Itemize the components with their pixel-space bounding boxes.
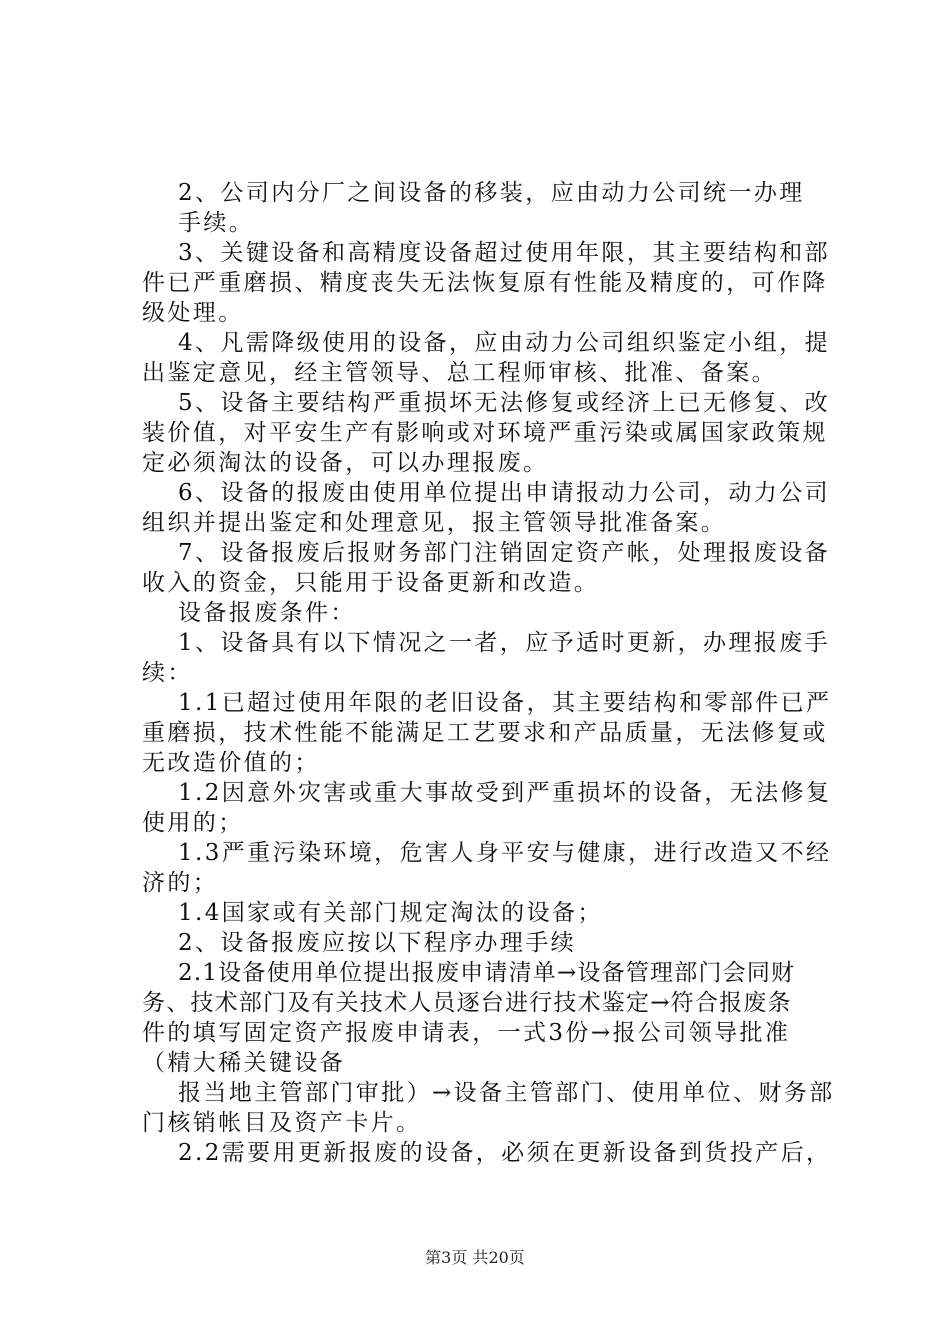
text-line: 1.2因意外灾害或重大事故受到严重损坏的设备，无法修复: [178, 780, 832, 806]
text-line: 重磨损，技术性能不能满足工艺要求和产品质量，无法修复或: [142, 720, 828, 746]
text-line: 报当地主管部门审批）→设备主管部门、使用单位、财务部: [178, 1080, 835, 1106]
text-line: 使用的；: [142, 810, 244, 836]
text-line: 续：: [142, 660, 193, 686]
text-line: 务、技术部门及有关技术人员逐台进行技术鉴定→符合报废条: [142, 990, 792, 1016]
text-line: 定必须淘汰的设备，可以办理报废。: [142, 450, 549, 476]
section-heading: 设备报废条件：: [178, 600, 356, 626]
text-line: 1.4国家或有关部门规定淘汰的设备；: [178, 900, 603, 926]
page-number-label: 第3页 共20页: [425, 1248, 525, 1267]
text-line: 5、设备主要结构严重损坏无法修复或经济上已无修复、改: [178, 390, 831, 416]
text-line: 7、设备报废后报财务部门注销固定资产帐，处理报废设备: [178, 540, 831, 566]
text-line: 济的；: [142, 870, 219, 896]
text-line: 门核销帐目及资产卡片。: [142, 1110, 422, 1136]
text-line: 2.2需要用更新报废的设备，必须在更新设备到货投产后，: [178, 1140, 832, 1166]
text-line: 组织并提出鉴定和处理意见，报主管领导批准备案。: [142, 510, 727, 536]
text-line: 出鉴定意见，经主管领导、总工程师审核、批准、备案。: [142, 360, 777, 386]
text-line: 无改造价值的；: [142, 750, 320, 776]
text-line: 手续。: [178, 210, 255, 236]
document-body: [142, 178, 835, 1168]
text-line: 级处理。: [142, 300, 244, 326]
text-line: 1、设备具有以下情况之一者，应予适时更新，办理报废手: [178, 630, 831, 656]
text-line: 1.3严重污染环境，危害人身平安与健康，进行改造又不经: [178, 840, 832, 866]
text-line: 装价值，对平安生产有影响或对环境严重污染或属国家政策规: [142, 420, 828, 446]
text-line: 件已严重磨损、精度丧失无法恢复原有性能及精度的，可作降: [142, 270, 828, 296]
text-line: 3、关键设备和高精度设备超过使用年限，其主要结构和部: [178, 240, 831, 266]
text-line: 1.1已超过使用年限的老旧设备，其主要结构和零部件已严: [178, 690, 832, 716]
text-line: 件的填写固定资产报废申请表，一式3份→报公司领导批准: [142, 1020, 791, 1046]
text-line: 6、设备的报废由使用单位提出申请报动力公司，动力公司: [178, 480, 831, 506]
text-line: 2、设备报废应按以下程序办理手续: [178, 930, 577, 956]
text-line: 收入的资金，只能用于设备更新和改造。: [142, 570, 600, 596]
page-footer: [0, 1245, 950, 1268]
text-line: 2.1设备使用单位提出报废申请清单→设备管理部门会同财: [178, 960, 796, 986]
text-line: 2、公司内分厂之间设备的移装，应由动力公司统一办理: [178, 180, 805, 206]
text-line: 4、凡需降级使用的设备，应由动力公司组织鉴定小组，提: [178, 330, 831, 356]
text-line: （精大稀关键设备: [142, 1050, 346, 1076]
